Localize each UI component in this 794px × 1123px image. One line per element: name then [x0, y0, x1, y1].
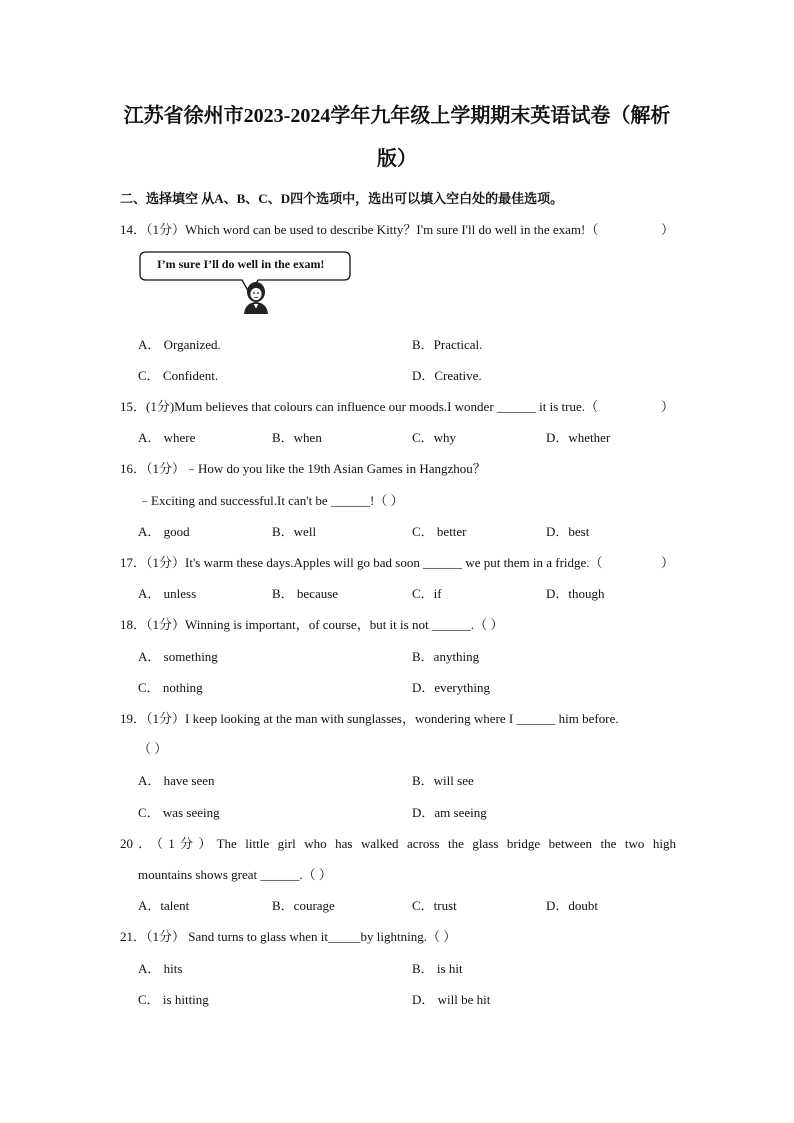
- question-18-stem: 18．（1分）Winning is important，of course，but it is not ______.（ ）: [120, 617, 504, 632]
- q21-option-d[interactable]: D． will be hit: [412, 992, 491, 1007]
- q19-option-b[interactable]: B．will see: [412, 773, 474, 788]
- question-17: [120, 552, 676, 571]
- question-21: [120, 926, 676, 945]
- question-18: [120, 614, 676, 633]
- q15-option-b[interactable]: B．when: [272, 430, 322, 445]
- q16-option-a[interactable]: A． good: [138, 524, 190, 539]
- q16-option-d[interactable]: D．best: [546, 524, 590, 539]
- question-21-stem: 21．（1分） Sand turns to glass when it_____by lightning.（ ）: [120, 929, 457, 944]
- page-title-line1: 江苏省徐州市2023-2024学年九年级上学期期末英语试卷（解析: [123, 105, 671, 127]
- q17-option-d[interactable]: D．though: [546, 586, 605, 601]
- question-20-line2: mountains shows great ______.（ ）: [138, 867, 332, 882]
- q18-option-b[interactable]: B．anything: [412, 649, 480, 664]
- q15-option-a[interactable]: A． where: [138, 430, 196, 445]
- q14-option-a[interactable]: A． Organized.: [138, 337, 221, 352]
- q16-option-b[interactable]: B．well: [272, 524, 317, 539]
- q18-option-a[interactable]: A． something: [138, 649, 218, 664]
- q15-option-d[interactable]: D．whether: [546, 430, 611, 445]
- speech-bubble-text: I’m sure I’ll do well in the exam!: [157, 257, 325, 271]
- question-20-stem: 20．（1分）The little girl who has walked across the glass bridge between the two high: [120, 836, 676, 851]
- q20-option-d[interactable]: D．doubt: [546, 898, 599, 913]
- page-title-line2: 版）: [377, 148, 417, 170]
- q17-option-c[interactable]: C．if: [412, 586, 442, 601]
- question-20: [120, 833, 676, 852]
- q14-option-b[interactable]: B．Practical.: [412, 337, 483, 352]
- question-19-line2: （ ）: [138, 741, 168, 756]
- question-17-stem: 17．（1分）It's warm these days.Apples will go bad soon ______ we put them in a fridge.（: [120, 555, 603, 570]
- q18-option-d[interactable]: D．everything: [412, 680, 490, 695]
- question-14-paren: ）: [660, 222, 674, 237]
- q20-option-b[interactable]: B．courage: [272, 898, 335, 913]
- question-15-paren: ）: [660, 399, 674, 414]
- q20-option-a[interactable]: A．talent: [138, 898, 190, 913]
- q18-option-c[interactable]: C． nothing: [138, 680, 203, 695]
- q21-option-b[interactable]: B． is hit: [412, 961, 463, 976]
- q19-option-a[interactable]: A． have seen: [138, 773, 215, 788]
- q16-option-c[interactable]: C． better: [412, 524, 467, 539]
- speech-bubble-illustration: [138, 248, 378, 318]
- question-19-stem: 19．（1分）I keep looking at the man with sunglasses，wondering where I ______ him before.: [120, 711, 619, 726]
- question-19: [120, 708, 676, 727]
- question-15: [120, 396, 676, 415]
- q21-option-a[interactable]: A． hits: [138, 961, 183, 976]
- question-14-stem: 14．（1分）Which word can be used to describe Kitty？I'm sure I'll do well in the exam!（: [120, 222, 599, 237]
- q14-option-d[interactable]: D．Creative.: [412, 368, 482, 383]
- q19-option-c[interactable]: C． was seeing: [138, 805, 220, 820]
- question-16: [120, 458, 676, 477]
- q17-option-b[interactable]: B． because: [272, 586, 339, 601]
- question-16-stem: 16．（1分）﹣How do you like the 19th Asian Games in Hangzhou？: [120, 461, 486, 476]
- question-17-paren: ）: [660, 555, 674, 570]
- q15-option-c[interactable]: C．why: [412, 430, 457, 445]
- q21-option-c[interactable]: C． is hitting: [138, 992, 209, 1007]
- question-14: [120, 219, 676, 238]
- section-heading: 二、选择填空 从A、B、C、D四个选项中，选出可以填入空白处的最佳选项。: [120, 191, 564, 206]
- q19-option-d[interactable]: D．am seeing: [412, 805, 487, 820]
- q17-option-a[interactable]: A． unless: [138, 586, 197, 601]
- question-15-stem: 15．(1分)Mum believes that colours can influence our moods.I wonder ______ it is true.（: [120, 399, 599, 414]
- q20-option-c[interactable]: C．trust: [412, 898, 457, 913]
- q14-option-c[interactable]: C． Confident.: [138, 368, 219, 383]
- question-16-line2: ﹣Exciting and successful.It can't be ______!（ ）: [138, 493, 404, 508]
